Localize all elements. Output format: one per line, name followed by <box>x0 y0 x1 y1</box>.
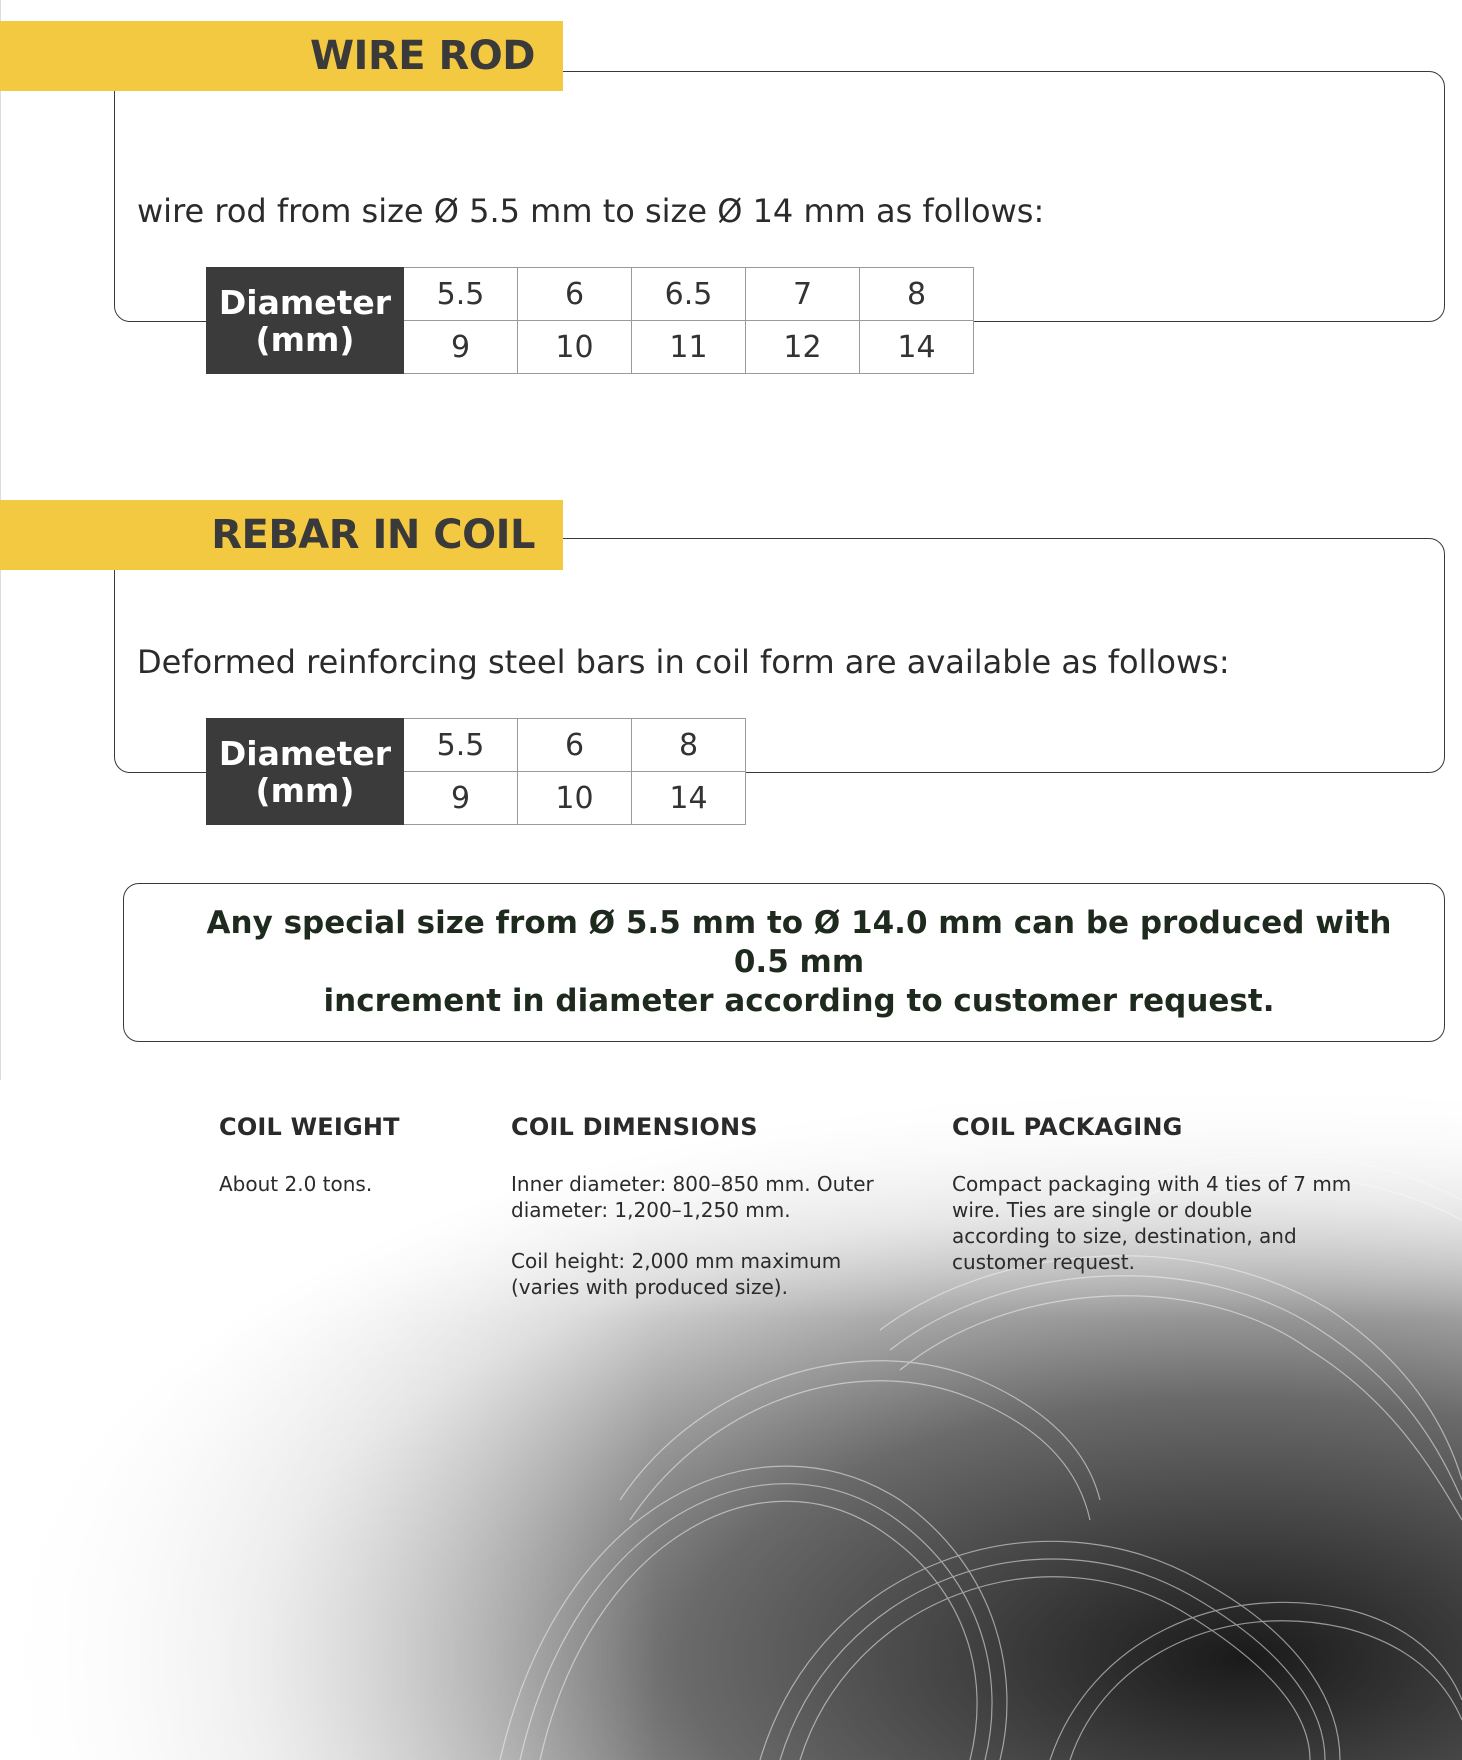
coil-weight-text: About 2.0 tons. <box>219 1172 373 1196</box>
table-row <box>207 719 746 772</box>
diameter-header-cell <box>207 719 404 825</box>
diameter-cell: 14 <box>860 321 974 374</box>
diameter-cell: 5.5 <box>404 268 518 321</box>
diameter-header-label: Diameter <box>218 733 392 773</box>
coil-packaging-text: Compact packaging with 4 ties of 7 mm wire. Ties are single or double according to size, destination, and customer request. <box>952 1172 1352 1274</box>
rebar-in-coil-title: REBAR IN COIL <box>0 500 563 570</box>
diameter-cell: 6.5 <box>632 268 746 321</box>
diameter-header-unit: (mm) <box>255 770 355 810</box>
rebar-in-coil-diameter-table <box>206 718 746 825</box>
diameter-cell: 5.5 <box>404 719 518 772</box>
coil-packaging-section <box>952 1113 1352 1300</box>
rebar-in-coil-intro: Deformed reinforcing steel bars in coil form are available as follows: <box>137 643 1230 681</box>
diameter-cell: 8 <box>632 719 746 772</box>
diameter-cell: 6 <box>518 268 632 321</box>
wire-rod-diameter-table <box>206 267 974 374</box>
special-size-note <box>123 883 1445 1042</box>
coil-dimensions-section <box>511 1113 906 1325</box>
diameter-cell: 6 <box>518 719 632 772</box>
coil-packaging-heading: COIL PACKAGING <box>952 1113 1183 1141</box>
coil-dimensions-height-text: Coil height: 2,000 mm maximum (varies with produced size). <box>511 1249 842 1299</box>
diameter-cell: 10 <box>518 772 632 825</box>
diameter-cell: 10 <box>518 321 632 374</box>
coil-dimensions-diameter-text: Inner diameter: 800–850 mm. Outer diameter: 1,200–1,250 mm. <box>511 1172 874 1222</box>
special-size-note-line2: increment in diameter according to customer request. <box>323 983 1275 1019</box>
diameter-cell: 7 <box>746 268 860 321</box>
diameter-header-unit: (mm) <box>255 319 355 359</box>
table-row <box>207 268 974 321</box>
special-size-note-line1: Any special size from Ø 5.5 mm to Ø 14.0 mm can be produced with 0.5 mm <box>206 905 1392 980</box>
diameter-cell: 9 <box>404 321 518 374</box>
wire-rod-intro: wire rod from size Ø 5.5 mm to size Ø 14 mm as follows: <box>137 192 1045 230</box>
coil-weight-section <box>219 1113 469 1222</box>
diameter-cell: 11 <box>632 321 746 374</box>
coil-weight-heading: COIL WEIGHT <box>219 1113 400 1141</box>
wire-rod-title: WIRE ROD <box>0 21 563 91</box>
diameter-cell: 9 <box>404 772 518 825</box>
diameter-cell: 14 <box>632 772 746 825</box>
diameter-cell: 8 <box>860 268 974 321</box>
diameter-header-cell <box>207 268 404 374</box>
coil-dimensions-heading: COIL DIMENSIONS <box>511 1113 758 1141</box>
diameter-cell: 12 <box>746 321 860 374</box>
diameter-header-label: Diameter <box>218 282 392 322</box>
